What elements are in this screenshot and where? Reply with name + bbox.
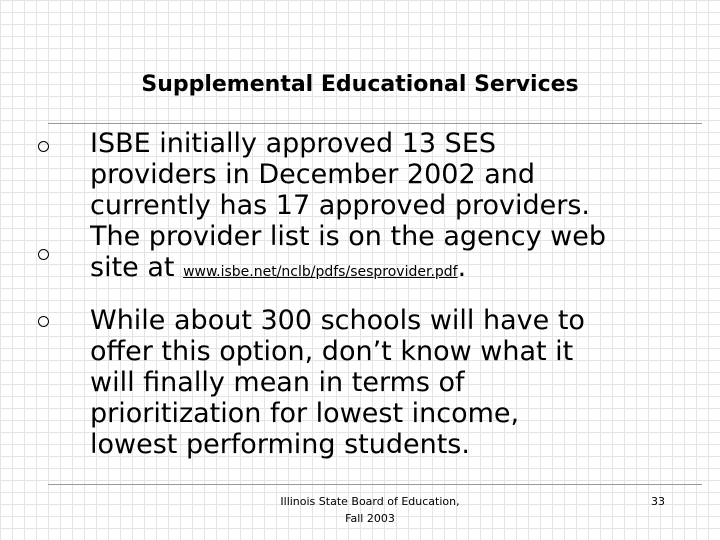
bullet-line: currently has 17 approved providers. [90,190,591,221]
bullet-line: The provider list is on the agency web [90,221,607,252]
bullet-line: ISBE initially approved 13 SES [90,128,497,159]
bullet-line: offer this option, don’t know what it [90,336,574,367]
bullet-line: While about 300 schools will have to [90,305,585,336]
bullet-line: will finally mean in terms of [90,367,465,398]
bottom-divider [48,484,702,485]
bullet-text [90,221,690,288]
footer-date: Fall 2003 [345,512,395,525]
hollow-circle-bullet-icon [38,316,49,327]
footer-text [220,493,520,527]
slide-title: Supplemental Educational Services [141,72,579,97]
bullet-text-suffix: . [457,252,467,283]
bullet-line [90,252,690,288]
slide-number: 33 [651,495,665,508]
bullet-text-prefix: site at [90,252,184,283]
bullet-line: prioritization for lowest income, [90,398,520,429]
bullet-line: providers in December 2002 and [90,159,536,190]
footer-organization: Illinois State Board of Education, [280,495,460,508]
bullet-line: lowest performing students. [90,429,470,460]
bullet-text [90,128,690,221]
bullet-text [90,305,690,460]
hollow-circle-bullet-icon [38,249,49,260]
provider-list-link[interactable]: www.isbe.net/nclb/pdfs/sesprovider.pdf [183,264,458,280]
hollow-circle-bullet-icon [38,141,49,152]
